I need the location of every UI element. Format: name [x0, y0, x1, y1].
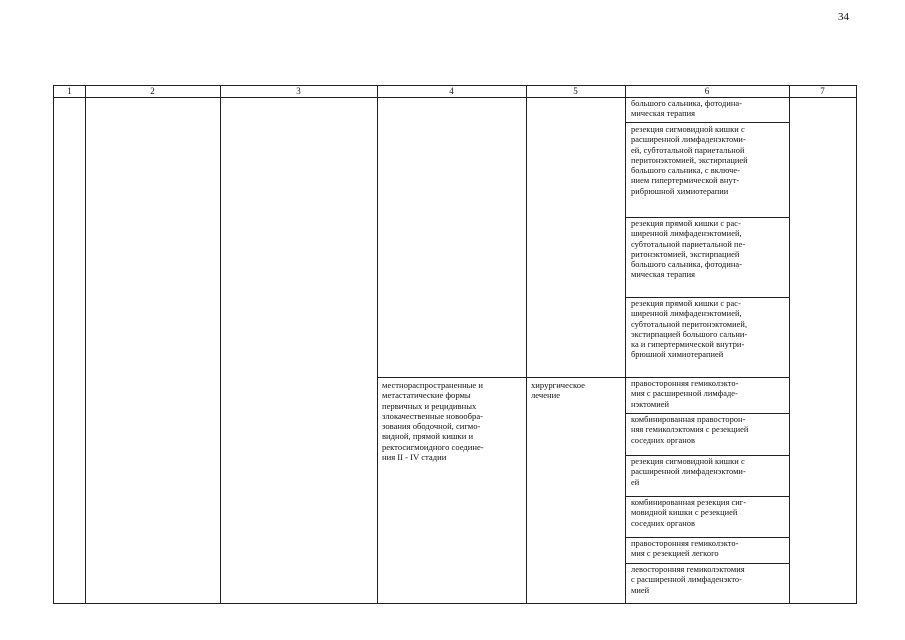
column-header-7: 7: [820, 86, 825, 96]
procedure-line: субтотальной перитонэктомией,: [631, 319, 748, 329]
procedure-line: расширенной лимфаденэктоми-: [631, 467, 746, 477]
procedure-line: ка и гипертермической внутри-: [631, 340, 745, 349]
column-divider: [85, 86, 86, 603]
procedure-line: брюшной химиотерапией: [631, 350, 724, 360]
procedure-line: с расширенной лимфаденэкто-: [631, 575, 742, 585]
procedure-line: мическая терапия: [631, 270, 696, 280]
procedure-divider: [625, 217, 789, 218]
column-divider: [526, 86, 527, 603]
procedure-line: левосторонняя гемиколэктомия: [631, 565, 745, 574]
procedure-cell: [629, 379, 789, 410]
diagnosis-line: первичных и рецидивных: [382, 400, 477, 411]
page-number: 34: [838, 11, 849, 23]
column-divider: [789, 86, 790, 603]
procedure-divider: [625, 537, 789, 538]
procedure-divider: [625, 496, 789, 497]
procedure-cell: [629, 498, 789, 529]
treatment-type-cell: [531, 380, 585, 401]
diagnosis-cell: [382, 380, 484, 462]
procedure-line: ей: [631, 477, 640, 487]
diagnosis-line: ректосигмоидного соедине-: [382, 441, 484, 452]
procedure-line: резекция сигмовидной кишки с: [631, 125, 745, 134]
treatment-type-line: лечение: [531, 390, 561, 401]
procedure-line: мией: [631, 585, 650, 595]
procedure-line: ширенной лимфаденэктомией,: [631, 309, 742, 319]
procedure-line: нэктомией: [631, 399, 670, 409]
column-divider: [625, 86, 626, 603]
procedure-divider: [625, 413, 789, 414]
procedure-divider: [625, 455, 789, 456]
header-row-divider: [54, 97, 856, 98]
procedure-line: расширенной лимфаденэктоми-: [631, 135, 746, 145]
column-header-6: 6: [704, 86, 710, 96]
procedure-cell: [629, 415, 789, 446]
procedure-line: мия с расширенной лимфаде-: [631, 389, 738, 399]
procedure-line: мовидной кишки с резекцией: [631, 508, 738, 518]
procedure-line: большого сальника, фотодина-: [631, 99, 743, 108]
procedure-line: экстирпацией большого сальни-: [631, 329, 748, 339]
procedure-line: ширенной лимфаденэктомией,: [631, 229, 742, 239]
column-header-1: 1: [67, 86, 72, 96]
procedure-line: перитонэктомией, экстирпацией: [631, 155, 748, 165]
procedure-cell: [629, 299, 789, 361]
procedure-line: большого сальника, фотодина-: [631, 260, 743, 269]
procedure-line: резекция прямой кишки с рас-: [631, 219, 741, 228]
procedure-line: резекция сигмовидной кишки с: [631, 457, 745, 466]
column-header-4: 4: [449, 86, 454, 96]
procedure-line: ритонэктомией, экстирпацией: [631, 249, 740, 259]
treatment-type-line: хирургическое: [531, 380, 585, 390]
column-divider: [220, 86, 221, 603]
procedure-line: мия с резекцией легкого: [631, 549, 719, 559]
procedure-line: комбинированная правосторон-: [631, 415, 746, 424]
procedure-line: резекция прямой кишки с рас-: [631, 299, 741, 308]
procedure-divider: [625, 297, 789, 298]
diagnosis-line: ния II - IV стадии: [382, 452, 447, 463]
procedure-cell: [629, 539, 789, 560]
diagnosis-line: зования ободочной, сигмо-: [382, 421, 481, 432]
column-header-3: 3: [296, 86, 301, 96]
procedure-line: правосторонняя гемиколэкто-: [631, 539, 739, 548]
procedure-cell: [629, 219, 789, 281]
procedure-line: большого сальника, с включе-: [631, 166, 740, 175]
column-header-5: 5: [573, 86, 578, 96]
procedure-line: субтотальной париетальной пе-: [631, 239, 746, 249]
procedure-line: соседних органов: [631, 518, 695, 528]
procedure-line: комбинированная резекция сиг-: [631, 498, 747, 507]
procedure-line: правосторонняя гемиколэкто-: [631, 379, 739, 388]
procedure-line: няя гемиколэктомия с резекцией: [631, 425, 749, 435]
diagnosis-line: видной, прямой кишки и: [382, 431, 474, 442]
row-group-divider: [377, 377, 789, 378]
procedure-line: соседних органов: [631, 435, 695, 445]
diagnosis-line: метастатические формы: [382, 390, 471, 401]
procedure-cell: [629, 457, 789, 488]
procedure-divider: [625, 122, 789, 123]
procedure-cell: [629, 565, 789, 596]
diagnosis-line: местнораспространенные и: [382, 380, 483, 390]
procedure-line: рибрюшной химиотерапии: [631, 186, 729, 196]
procedure-cell: [629, 99, 789, 120]
data-table: [53, 85, 857, 604]
procedure-line: нием гипертермической внут-: [631, 176, 740, 186]
diagnosis-line: злокачественные новообра-: [382, 410, 484, 421]
procedure-line: ей, субтотальной париетальной: [631, 145, 745, 155]
column-header-2: 2: [150, 86, 155, 96]
procedure-divider: [625, 563, 789, 564]
procedure-cell: [629, 125, 789, 197]
procedure-line: мическая терапия: [631, 109, 696, 119]
column-divider: [377, 86, 378, 603]
